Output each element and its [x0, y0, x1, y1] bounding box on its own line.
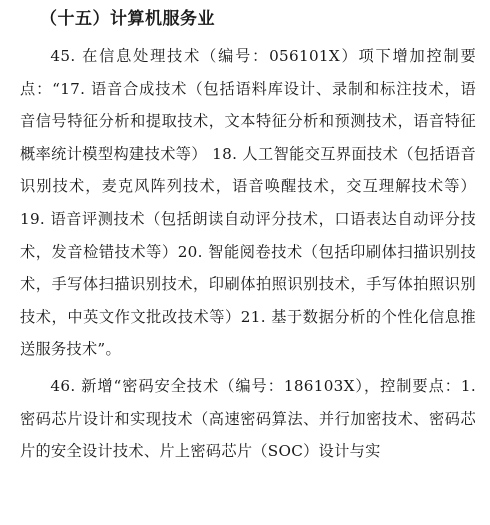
paragraph-item-46: 46. 新增“密码安全技术（编号：186103X），控制要点：1.密码芯片设计和实现技术（高速密码算法、并行加密技术、密码芯片的安全设计技术、片上密码芯片（SOC）设计与实: [20, 376, 476, 461]
paragraph-item-45: 45. 在信息处理技术（编号：056101X）项下增加控制要点：“17. 语音合成技术（包括语料库设计、录制和标注技术，语音信号特征分析和提取技术，文本特征分析和预测技术，语音特征概率统计模型构建技术等） 18. 人工智能交互界面技术（包括语音识别技术，麦克风阵列技术，语音唤醒技术，交互理解技术等） 19. 语音评测技术（包括朗读自动评分技术，口语表达自动评分技术，发音检错技术等）20. 智能阅卷技术（包括印刷体扫描识别技术，手写体扫描识别技术，印刷体拍照识别技术，手写体拍照识别技术，中英文作文批改技术等）21. 基于数据分析的个性化信息推送服务技术”。: [20, 47, 476, 359]
section-heading: （十五）计算机服务业: [40, 9, 215, 29]
